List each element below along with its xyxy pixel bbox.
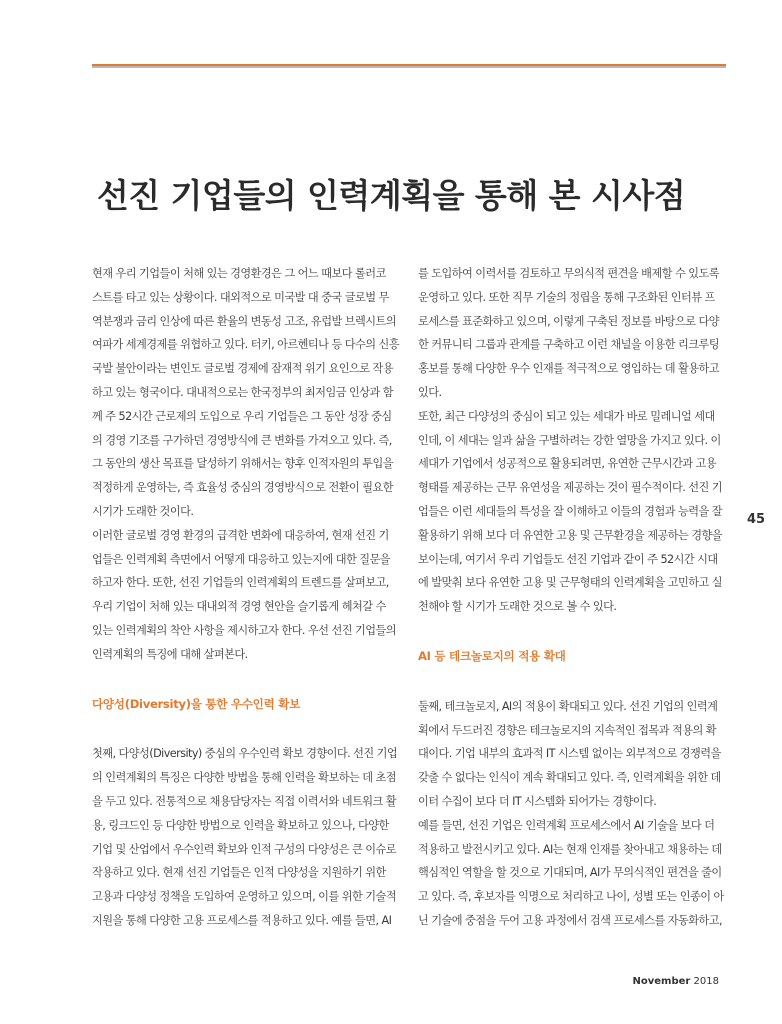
text-line: 용, 링크드인 등 다양한 방법으로 인력을 확보하고 있으나, 다양한 (92, 818, 389, 832)
article-title: 선진 기업들의 인력계획을 통해 본 시사점 (96, 176, 686, 215)
text-line: 여파가 세계경제를 위협하고 있다. 터키, 아르헨티나 등 다수의 신흥 (92, 338, 400, 352)
footer-year: 2018 (693, 976, 719, 987)
paragraph (92, 742, 404, 932)
top-rule (92, 64, 726, 68)
text-line: 있다. (418, 385, 442, 399)
text-line: 형태를 제공하는 근무 유연성을 제공하는 것이 필수적이다. 선진 기 (418, 481, 722, 495)
text-line: 세대가 기업에서 성공적으로 활용되려면, 유연한 근무시간과 고용 (418, 457, 716, 471)
text-line: 홍보를 통해 다양한 우수 인재를 적극적으로 영입하는 데 활용하고 (418, 362, 719, 376)
text-line: 하고 있는 형국이다. 대내적으로는 한국정부의 최저임금 인상과 함 (92, 385, 393, 399)
text-line: 작용하고 있다. 현재 선진 기업들은 인적 다양성을 지원하기 위한 (92, 866, 386, 880)
footer-month: November (632, 976, 691, 987)
text-line: 핵심적인 역할을 할 것으로 기대되며, AI가 무의식적인 편견을 줄이 (418, 866, 722, 880)
text-line: 시기가 도래한 것이다. (92, 504, 194, 518)
text-line: 적용하고 발전시키고 있다. AI는 현재 인재를 찾아내고 채용하는 데 (418, 842, 722, 856)
text-line: 지원을 통해 다양한 고용 프로세스를 적용하고 있다. 예를 들면, AI (92, 913, 392, 927)
text-line: 예를 들면, 선진 기업은 인력계획 프로세스에서 AI 기술을 보다 더 (418, 818, 715, 832)
text-line: 적정하게 운영하는, 즉 효율성 중심의 경영방식으로 전환이 필요한 (92, 481, 393, 495)
text-line: 국발 불안이라는 변인도 글로벌 경제에 잠재적 위기 요인으로 작용 (92, 362, 393, 376)
paragraph (418, 695, 730, 814)
text-line: 고 있다. 즉, 후보자를 익명으로 처리하고 나이, 성별 또는 인종이 아 (418, 890, 724, 904)
section-gap (418, 619, 730, 645)
section-gap (92, 716, 404, 742)
footer (633, 976, 719, 987)
paragraph (92, 262, 404, 524)
section-gap (418, 669, 730, 695)
text-line: 우리 기업이 처해 있는 대내외적 경영 현안을 슬기롭게 헤쳐갈 수 (92, 600, 386, 614)
text-line: 대이다. 기업 내부의 효과적 IT 시스템 없이는 외부적으로 경쟁력을 (418, 747, 721, 761)
text-line: 스트를 타고 있는 상황이다. 대외적으로 미국발 대 중국 글로벌 무 (92, 290, 389, 304)
text-line: 의 인력계획의 특징은 다양한 방법을 통해 인력을 확보하는 데 초점 (92, 771, 396, 785)
text-line: 에 발맞춰 보다 유연한 고용 및 근무형태의 인력계획을 고민하고 실 (418, 576, 722, 590)
text-line: 을 두고 있다. 전통적으로 채용담당자는 직접 이력서와 네트워크 활 (92, 794, 396, 808)
text-line: 이터 수집이 보다 더 IT 시스템화 되어가는 경향이다. (418, 794, 657, 808)
text-line: 천해야 할 시기가 도래한 것으로 볼 수 있다. (418, 600, 617, 614)
text-line: 한 커뮤니티 그룹과 관계를 구축하고 이런 채널을 이용한 리크루팅 (418, 338, 719, 352)
text-line: 활용하기 위해 보다 더 유연한 고용 및 근무환경을 제공하는 경향을 (418, 528, 722, 542)
text-line: 업들은 이런 세대들의 특성을 잘 이해하고 이들의 경험과 능력을 잘 (418, 504, 722, 518)
text-line: 운영하고 있다. 또한 직무 기술의 정립을 통해 구조화된 인터뷰 프 (418, 290, 715, 304)
text-line: 인력계획의 특징에 대해 살펴본다. (92, 647, 248, 661)
text-line: 고용과 다양성 정책을 도입하여 운영하고 있으며, 이를 위한 기술적 (92, 890, 396, 904)
text-line: 께 주 52시간 근로제의 도입으로 우리 기업들은 그 동안 성장 중심 (92, 409, 392, 423)
text-line: 역분쟁과 금리 인상에 따른 환율의 변동성 고조, 유럽발 브렉시트의 (92, 314, 396, 328)
paragraph (418, 814, 730, 933)
text-line: 또한, 최근 다양성의 중심이 되고 있는 세대가 바로 밀레니얼 세대 (418, 409, 715, 423)
text-line: 인데, 이 세대는 일과 삶을 구별하려는 강한 열망을 가지고 있다. 이 (418, 433, 721, 447)
top-rule-gray (92, 66, 726, 68)
text-line: 그 동안의 생산 목표를 달성하기 위해서는 향후 인적자원의 투입을 (92, 457, 393, 471)
paragraph (418, 262, 730, 405)
text-line: 있는 인력계획의 착안 사항을 제시하고자 한다. 우선 선진 기업들의 (92, 623, 396, 637)
text-line: 의 경영 기조를 구가하던 경영방식에 큰 변화를 가져오고 있다. 즉, (92, 433, 392, 447)
section-gap (92, 667, 404, 693)
page-number: 45 (747, 512, 766, 527)
paragraph (92, 524, 404, 667)
text-line: 업들은 인력계획 측면에서 어떻게 대응하고 있는지에 대한 질문을 (92, 552, 390, 566)
text-line: 하고자 한다. 또한, 선진 기업들의 인력계획의 트렌드를 살펴보고, (92, 576, 389, 590)
text-line: 둘째, 테크놀로지, AI의 적용이 확대되고 있다. 선진 기업의 인력계 (418, 699, 718, 713)
text-line: 보이는데, 여기서 우리 기업들도 선진 기업과 같이 주 52시간 시대 (418, 552, 718, 566)
text-line: 닌 기술에 중점을 두어 고용 과정에서 검색 프로세스를 자동화하고, (418, 913, 722, 927)
text-line: 를 도입하여 이력서를 검토하고 무의식적 편견을 배제할 수 있도록 (418, 267, 719, 280)
text-line: 현재 우리 기업들이 처해 있는 경영환경은 그 어느 때보다 롤러코 (92, 267, 386, 280)
right-column (418, 262, 730, 933)
text-line: 획에서 두드러진 경향은 테크놀로지의 지속적인 접목과 적용의 확 (418, 723, 716, 737)
text-line: 첫째, 다양성(Diversity) 중심의 우수인력 확보 경향이다. 선진 기업 (92, 747, 398, 761)
section-heading: 다양성(Diversity)을 통한 우수인력 확보 (92, 696, 301, 711)
paragraph (418, 405, 730, 619)
text-line: 갖출 수 없다는 인식이 계속 확대되고 있다. 즉, 인력계획을 위한 데 (418, 771, 721, 785)
left-column (92, 262, 404, 933)
text-line: 이러한 글로벌 경영 환경의 급격한 변화에 대응하여, 현재 선진 기 (92, 528, 389, 542)
text-line: 로세스를 표준화하고 있으며, 이렇게 구축된 정보를 바탕으로 다양 (418, 314, 719, 328)
text-line: 기업 및 산업에서 우수인력 확보와 인적 구성의 다양성은 큰 이슈로 (92, 842, 396, 856)
section-heading: AI 등 테크놀로지의 적용 확대 (418, 648, 566, 663)
